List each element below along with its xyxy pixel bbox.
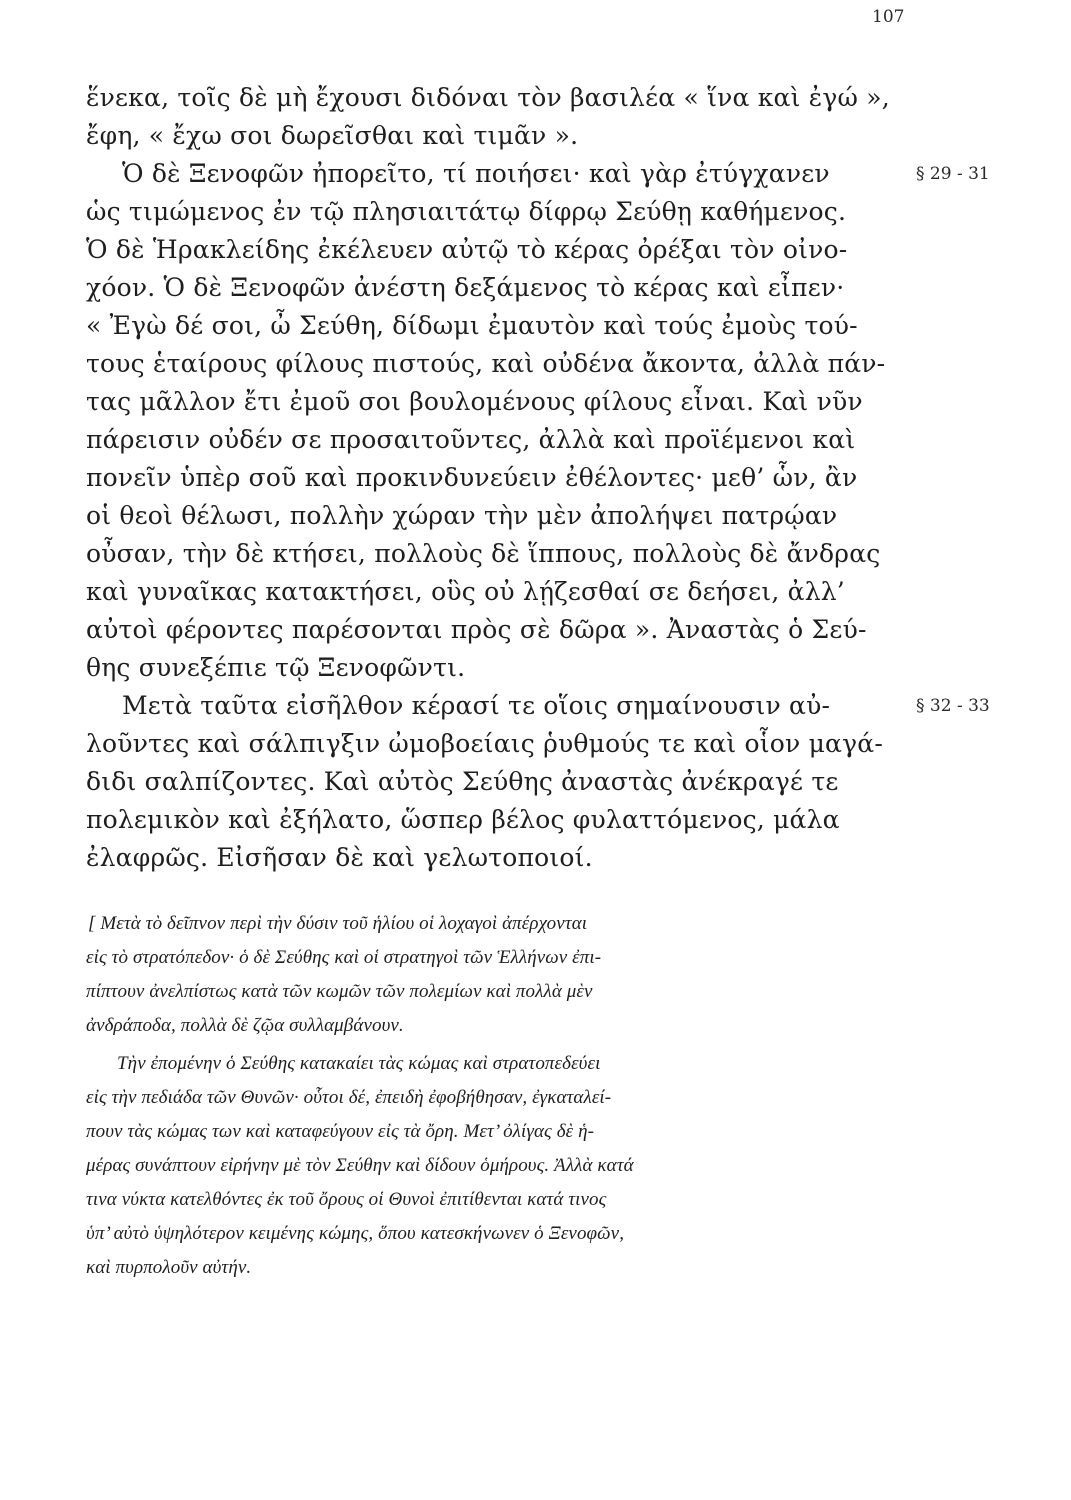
- summary-line: εἰς τὴν πεδιάδα τῶν Θυνῶν· οὗτοι δέ, ἐπειδὴ ἐφοβήθησαν, ἐγκαταλεί-: [86, 1087, 612, 1108]
- text-line: οὖσαν, τὴν δὲ κτήσει, πολλοὺς δὲ ἵππους, πολλοὺς δὲ ἄνδρας: [86, 539, 881, 568]
- text-line: « Ἐγὼ δέ σοι, ὦ Σεύθη, δίδωμι ἐμαυτὸν καὶ τούς ἐμοὺς τού-: [86, 311, 858, 340]
- text-line: ὡς τιμώμενος ἐν τῷ πλησιαιτάτῳ δίφρῳ Σεύθῃ καθήμενος.: [86, 197, 847, 226]
- summary-line: μέρας συνάπτουν εἰρήνην μὲ τὸν Σεύθην καὶ δίδουν ὁμήρους. Ἀλλὰ κατά: [86, 1155, 634, 1176]
- text-line: πάρεισιν οὐδέν σε προσαιτοῦντες, ἀλλὰ καὶ προϊέμενοι καὶ: [86, 425, 856, 454]
- text-line: λοῦντες καὶ σάλπιγξιν ὠμοβοείαις ῥυθμούς τε καὶ οἷον μαγά-: [86, 729, 883, 758]
- text-line: Ὁ δὲ Ἡρακλείδης ἐκέλευεν αὐτῷ τὸ κέρας ὀρέξαι τὸν οἰνο-: [86, 235, 848, 264]
- text-line: αὐτοὶ φέροντες παρέσονται πρὸς σὲ δῶρα ». Ἀναστὰς ὁ Σεύ-: [86, 615, 867, 644]
- text-line: πολεμικὸν καὶ ἐξήλατο, ὥσπερ βέλος φυλαττόμενος, μάλα: [86, 805, 840, 834]
- text-line: καὶ γυναῖκας κατακτήσει, οὓς οὐ λῄζεσθαί σε δεήσει, ἀλλ’: [86, 577, 845, 606]
- margin-section-ref: § 32 - 33: [916, 696, 990, 716]
- text-line: τας μᾶλλον ἔτι ἐμοῦ σοι βουλομένους φίλους εἶναι. Καὶ νῦν: [86, 387, 863, 416]
- summary-line: Τὴν ἐπομένην ὁ Σεύθης κατακαίει τὰς κώμας καὶ στρατοπεδεύει: [117, 1053, 601, 1074]
- text-line: οἱ θεοὶ θέλωσι, πολλὴν χώραν τὴν μὲν ἀπολήψει πατρῴαν: [86, 501, 838, 530]
- summary-line: πουν τὰς κώμας των καὶ καταφεύγουν εἰς τὰ ὄρη. Μετ’ ὀλίγας δὲ ἡ-: [86, 1121, 595, 1142]
- summary-line: καὶ πυρπολοῦν αὐτήν.: [86, 1257, 252, 1278]
- summary-line: ἀνδράποδα, πολλὰ δὲ ζῷα συλλαμβάνουν.: [86, 1015, 404, 1036]
- summary-line: [ Μετὰ τὸ δεῖπνον περὶ τὴν δύσιν τοῦ ἡλίου οἱ λοχαγοὶ ἀπέρχονται: [88, 913, 588, 934]
- text-line: τους ἑταίρους φίλους πιστούς, καὶ οὐδένα ἄκοντα, ἀλλὰ πάν-: [86, 349, 886, 378]
- summary-line: πίπτουν ἀνελπίστως κατὰ τῶν κωμῶν τῶν πολεμίων καὶ πολλὰ μὲν: [86, 981, 593, 1002]
- text-line: ἕνεκα, τοῖς δὲ μὴ ἔχουσι διδόναι τὸν βασιλέα « ἵνα καὶ ἐγώ »,: [86, 83, 890, 112]
- text-line: διδι σαλπίζοντες. Καὶ αὐτὸς Σεύθης ἀναστὰς ἀνέκραγέ τε: [86, 767, 839, 796]
- summary-line: τινα νύκτα κατελθόντες ἐκ τοῦ ὄρους οἱ Θυνοὶ ἐπιτίθενται κατά τινος: [86, 1189, 607, 1210]
- page-number: 107: [872, 7, 905, 27]
- text-line: ἐλαφρῶς. Εἰσῆσαν δὲ καὶ γελωτοποιοί.: [86, 843, 593, 872]
- text-line: χόον. Ὁ δὲ Ξενοφῶν ἀνέστη δεξάμενος τὸ κέρας καὶ εἶπεν·: [86, 273, 845, 302]
- margin-section-ref: § 29 - 31: [916, 164, 990, 184]
- text-line: Μετὰ ταῦτα εἰσῆλθον κέρασί τε οἵοις σημαίνουσιν αὐ-: [122, 691, 831, 720]
- text-line: πονεῖν ὑπὲρ σοῦ καὶ προκινδυνεύειν ἐθέλοντες· μεθ’ ὧν, ἂν: [86, 463, 858, 492]
- summary-line: εἰς τὸ στρατόπεδον· ὁ δὲ Σεύθης καὶ οἱ στρατηγοὶ τῶν Ἑλλήνων ἐπι-: [86, 947, 602, 968]
- text-line: Ὁ δὲ Ξενοφῶν ἠπορεῖτο, τί ποιήσει· καὶ γὰρ ἐτύγχανεν: [122, 159, 830, 188]
- text-line: ἔφη, « ἔχω σοι δωρεῖσθαι καὶ τιμᾶν ».: [86, 121, 579, 150]
- text-line: θης συνεξέπιε τῷ Ξενοφῶντι.: [86, 653, 466, 682]
- summary-line: ὑπ’ αὐτὸ ὑψηλότερον κειμένης κώμης, ὅπου κατεσκήνωνεν ὁ Ξενοφῶν,: [86, 1223, 625, 1244]
